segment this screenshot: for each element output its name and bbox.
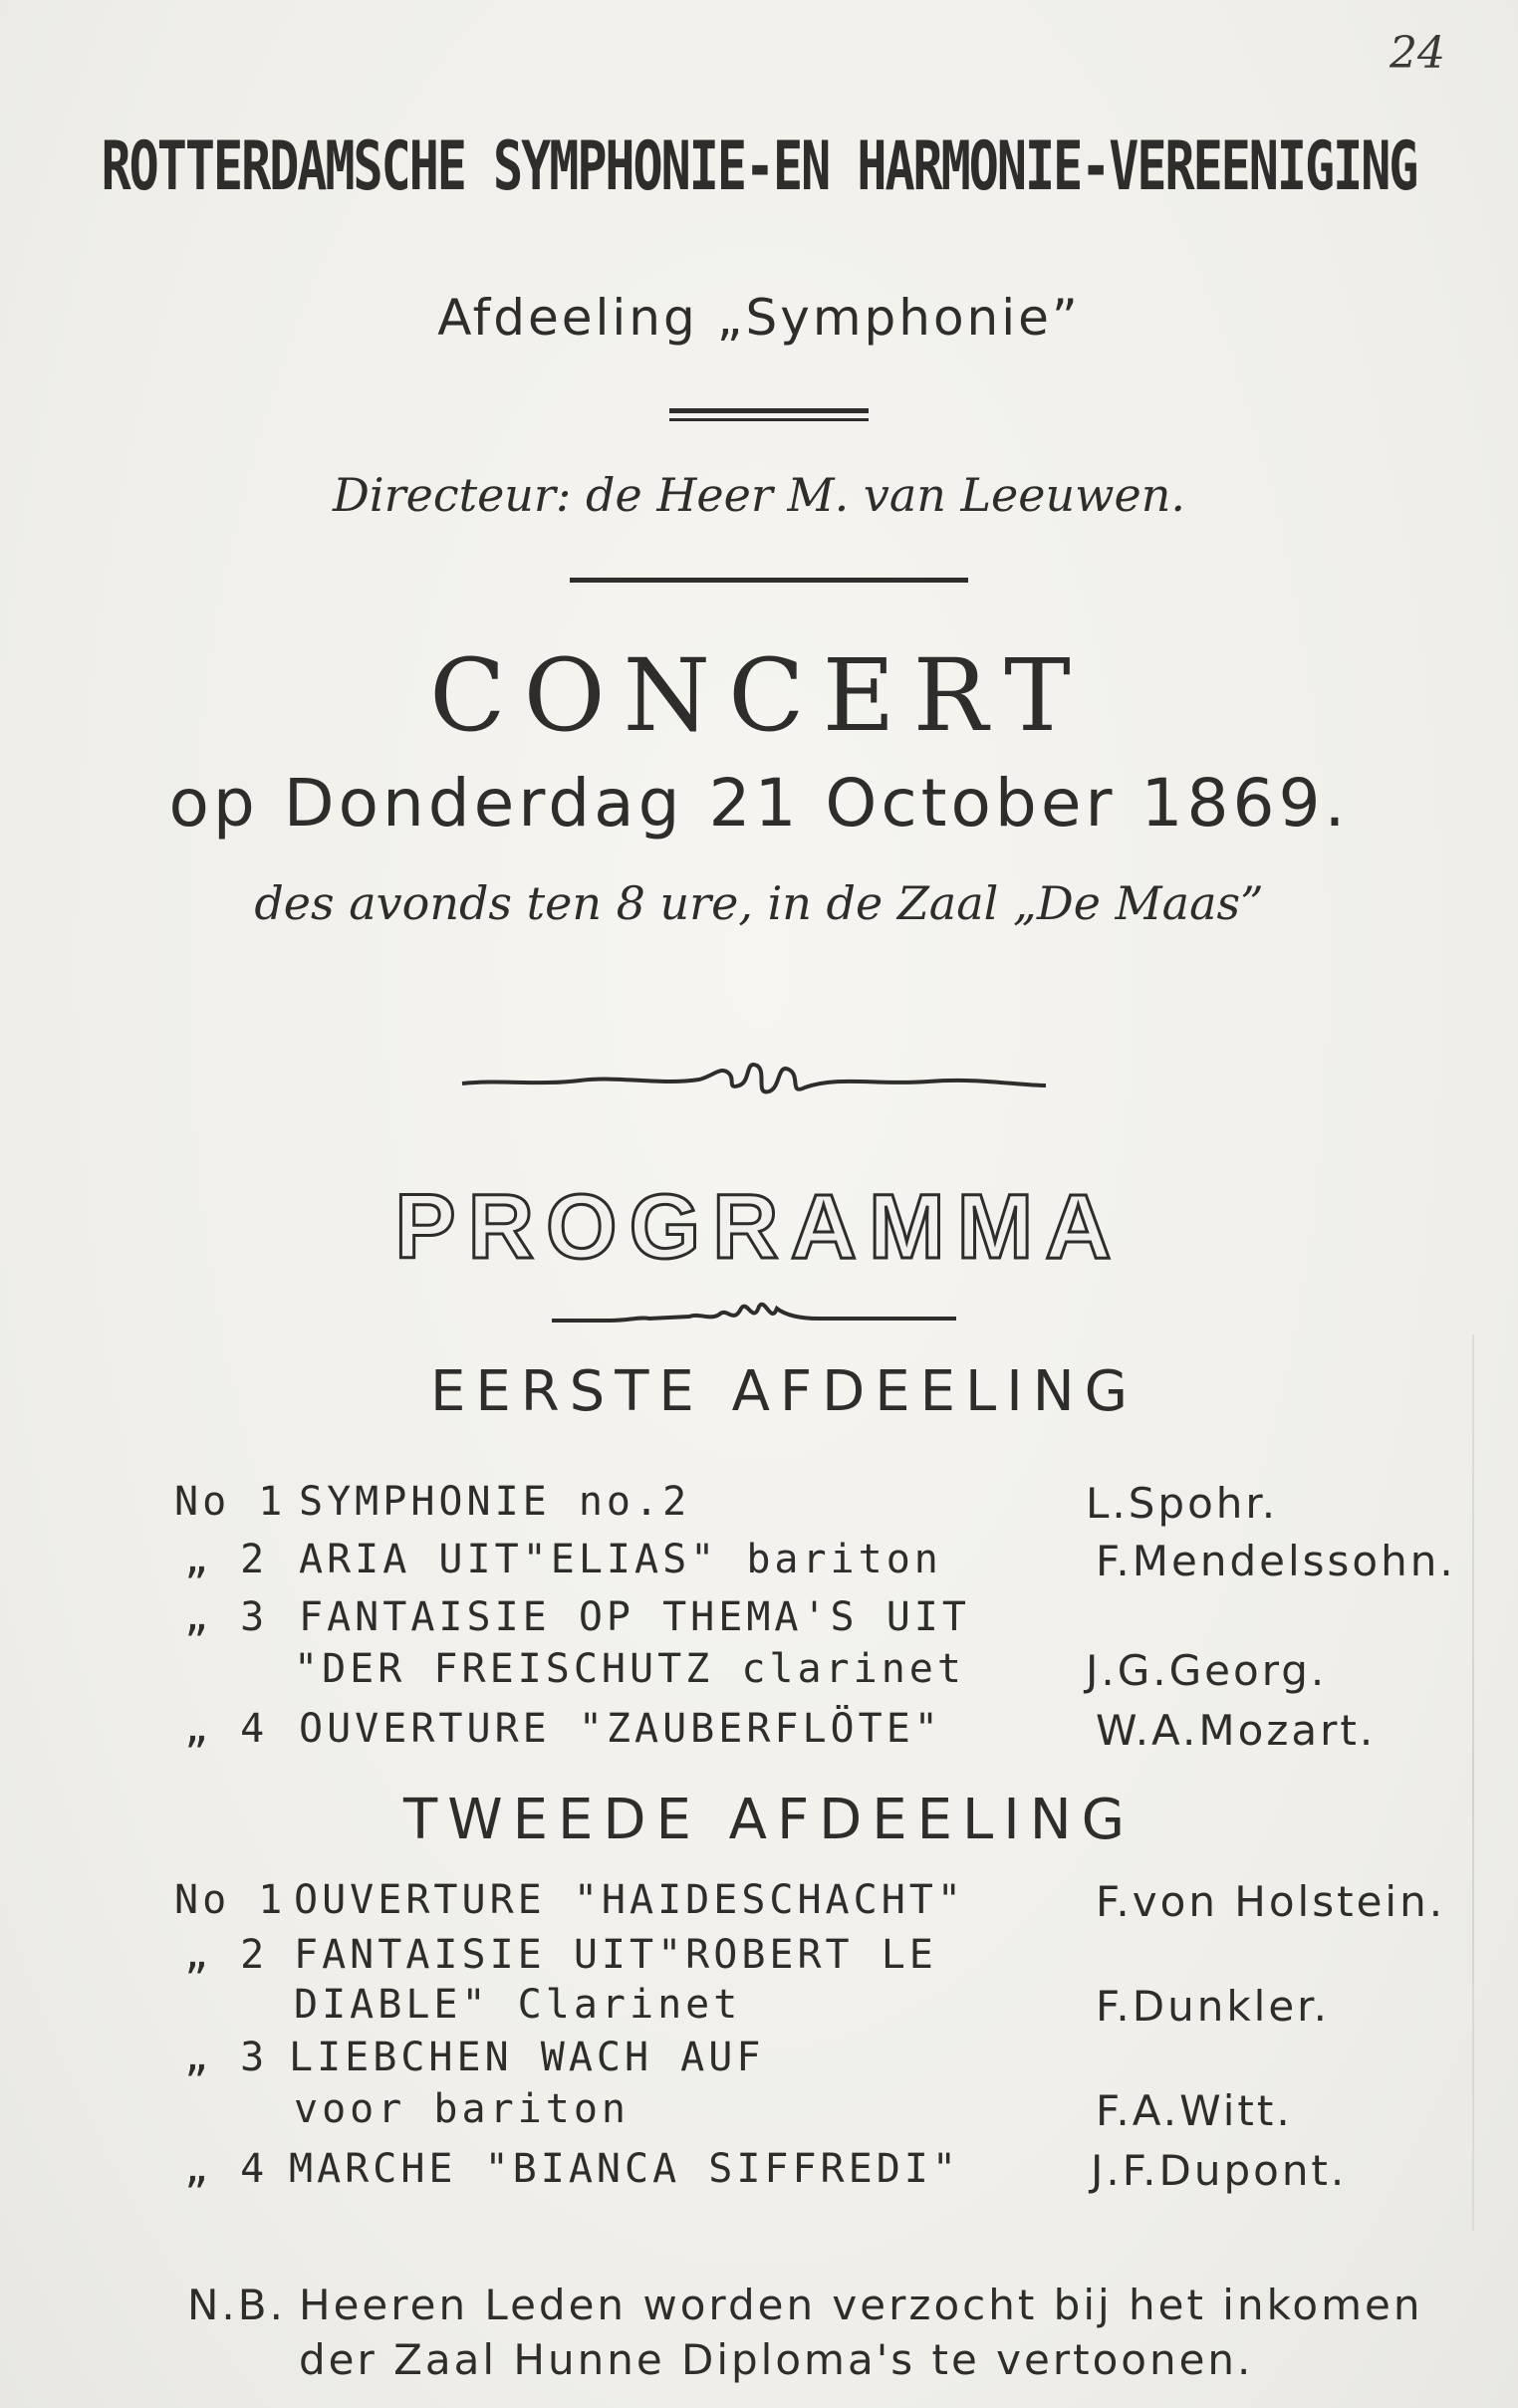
item-title: MARCHE "BIANCA SIFFREDI" — [289, 2146, 960, 2192]
item-composer: W.A.Mozart. — [1096, 1706, 1377, 1755]
item-title-continued: voor bariton — [294, 2086, 630, 2132]
double-rule-top — [669, 408, 869, 413]
notice-line-1: Heeren Leden worden verzocht bij het inkomen — [299, 2281, 1423, 2329]
item-title: ARIA UIT"ELIAS" bariton — [299, 1537, 942, 1582]
programma-heading: PROGRAMMA — [394, 1176, 1124, 1278]
division-heading: Afdeeling „Symphonie” — [437, 289, 1081, 347]
item-number: No 1 — [174, 1479, 287, 1525]
item-number: „ 3 — [184, 1594, 269, 1640]
item-title: LIEBCHEN WACH AUF — [289, 2035, 765, 2080]
section-title-tweede: TWEEDE AFDEELING — [403, 1788, 1136, 1852]
item-number: „ 2 — [184, 1932, 269, 1978]
concert-venue: des avonds ten 8 ure, in de Zaal „De Maas” — [254, 876, 1264, 930]
concert-date: op Donderdag 21 October 1869. — [168, 765, 1350, 842]
item-composer: F.von Holstein. — [1096, 1877, 1446, 1926]
flourish-ornament — [460, 1046, 1048, 1105]
item-composer: F.Dunkler. — [1096, 1982, 1330, 2031]
divider-rule — [570, 578, 968, 583]
item-composer: J.G.Georg. — [1086, 1646, 1328, 1695]
item-number: „ 3 — [184, 2035, 269, 2080]
item-composer: J.F.Dupont. — [1091, 2146, 1348, 2195]
concert-title: CONCERT — [429, 637, 1089, 754]
item-title: SYMPHONIE no.2 — [299, 1479, 691, 1525]
page-number: 24 — [1390, 28, 1445, 79]
item-title: OUVERTURE "HAIDESCHACHT" — [294, 1877, 965, 1923]
item-number: No 1 — [174, 1877, 287, 1923]
item-composer: L.Spohr. — [1086, 1479, 1279, 1528]
item-title-continued: "DER FREISCHUTZ clarinet — [294, 1646, 965, 1692]
notice-line-2: der Zaal Hunne Diploma's te vertoonen. — [299, 2335, 1254, 2384]
item-title: FANTAISIE UIT"ROBERT LE — [294, 1932, 937, 1978]
director-line: Directeur: de Heer M. van Leeuwen. — [333, 468, 1185, 522]
item-number: „ 2 — [184, 1537, 269, 1582]
item-title: OUVERTURE "ZAUBERFLÖTE" — [299, 1706, 942, 1752]
item-number: „ 4 — [184, 2146, 269, 2192]
item-composer: F.A.Witt. — [1096, 2086, 1293, 2135]
item-title: FANTAISIE OP THEMA'S UIT — [299, 1594, 970, 1640]
item-composer: F.Mendelssohn. — [1096, 1537, 1456, 1585]
item-number: „ 4 — [184, 1706, 269, 1752]
margin-rule — [1472, 1334, 1474, 2231]
section-title-eerste: EERSTE AFDEELING — [430, 1359, 1138, 1424]
wave-ornament — [550, 1295, 958, 1334]
notice-label: N.B. — [187, 2281, 286, 2329]
item-title-continued: DIABLE" Clarinet — [294, 1982, 742, 2028]
society-heading: ROTTERDAMSCHE SYMPHONIE-EN HARMONIE-VEREENIGING — [101, 127, 1417, 206]
double-rule-bottom — [669, 418, 869, 421]
